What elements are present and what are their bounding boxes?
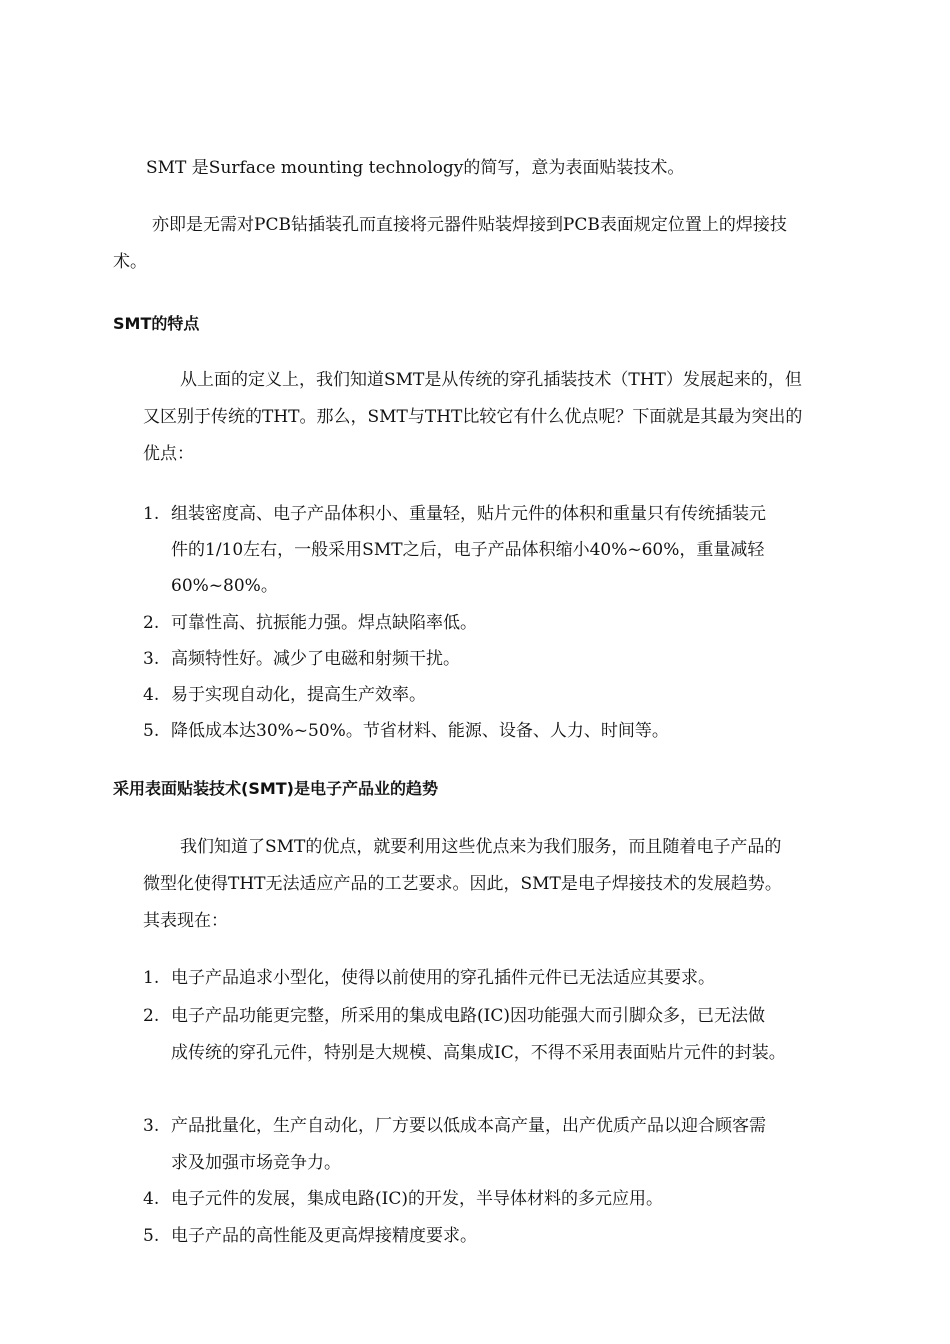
list-number: 3.: [143, 1116, 160, 1136]
section1-para-line: 优点：: [143, 444, 194, 464]
list-item: [143, 503, 766, 525]
list-text: 电子产品追求小型化，使得以前使用的穿孔插件元件已无法适应其要求。: [171, 968, 715, 988]
section2-heading: 采用表面贴装技术(SMT)是电子产品业的趋势: [113, 779, 438, 798]
section1-para-line: 从上面的定义上，我们知道SMT是从传统的穿孔插装技术（THT）发展起来的，但: [180, 370, 802, 390]
list-text: 电子元件的发展，集成电路(IC)的开发，半导体材料的多元应用。: [171, 1189, 663, 1209]
intro-line-1: SMT 是Surface mounting technology的简写，意为表面贴装技术。: [146, 158, 685, 178]
list-item: [143, 684, 426, 706]
list-number: 3.: [143, 649, 160, 669]
list-text: 降低成本达30%~50%。节省材料、能源、设备、人力、时间等。: [171, 721, 669, 741]
list-number: 2.: [143, 613, 160, 633]
list-text: 易于实现自动化，提高生产效率。: [171, 685, 426, 705]
list-number: 5.: [143, 721, 160, 741]
section1-para-line: 又区别于传统的THT。那么，SMT与THT比较它有什么优点呢？下面就是其最为突出的: [143, 407, 803, 427]
list-text: 高频特性好。减少了电磁和射频干扰。: [171, 649, 460, 669]
list-item: [143, 612, 477, 634]
list-item: [143, 1225, 477, 1247]
section2-para-line: 我们知道了SMT的优点，就要利用这些优点来为我们服务，而且随着电子产品的: [180, 837, 782, 857]
list-text: 电子产品的高性能及更高焊接精度要求。: [171, 1226, 477, 1246]
list-text: 组装密度高、电子产品体积小、重量轻，贴片元件的体积和重量只有传统插装元: [171, 504, 766, 524]
list-text: 电子产品功能更完整，所采用的集成电路(IC)因功能强大而引脚众多，已无法做: [171, 1006, 765, 1026]
list-number: 5.: [143, 1226, 160, 1246]
list-item: [143, 1005, 765, 1027]
list-number: 4.: [143, 1189, 160, 1209]
list-number: 1.: [143, 504, 160, 524]
list-number: 1.: [143, 968, 160, 988]
list-item: [143, 648, 460, 670]
list-item-cont: 件的1/10左右，一般采用SMT之后，电子产品体积缩小40%~60%，重量减轻: [171, 540, 765, 560]
list-number: 2.: [143, 1006, 160, 1026]
section1-heading: SMT的特点: [113, 314, 200, 333]
list-item-cont: 求及加强市场竞争力。: [171, 1153, 341, 1173]
list-text: 可靠性高、抗振能力强。焊点缺陷率低。: [171, 613, 477, 633]
list-item-cont: 成传统的穿孔元件，特别是大规模、高集成IC，不得不采用表面贴片元件的封装。: [171, 1043, 786, 1063]
section2-para-line: 其表现在：: [143, 911, 228, 931]
list-item: [143, 967, 715, 989]
intro-line-2-cont: 术。: [113, 252, 147, 272]
list-number: 4.: [143, 685, 160, 705]
list-item: [143, 720, 669, 742]
list-item: [143, 1188, 663, 1210]
list-item-cont: 60%~80%。: [171, 576, 278, 596]
list-item: [143, 1115, 766, 1137]
list-text: 产品批量化，生产自动化，厂方要以低成本高产量，出产优质产品以迎合顾客需: [171, 1116, 766, 1136]
section2-para-line: 微型化使得THT无法适应产品的工艺要求。因此，SMT是电子焊接技术的发展趋势。: [143, 874, 782, 894]
intro-line-2: 亦即是无需对PCB钻插装孔而直接将元器件贴装焊接到PCB表面规定位置上的焊接技: [152, 215, 787, 235]
